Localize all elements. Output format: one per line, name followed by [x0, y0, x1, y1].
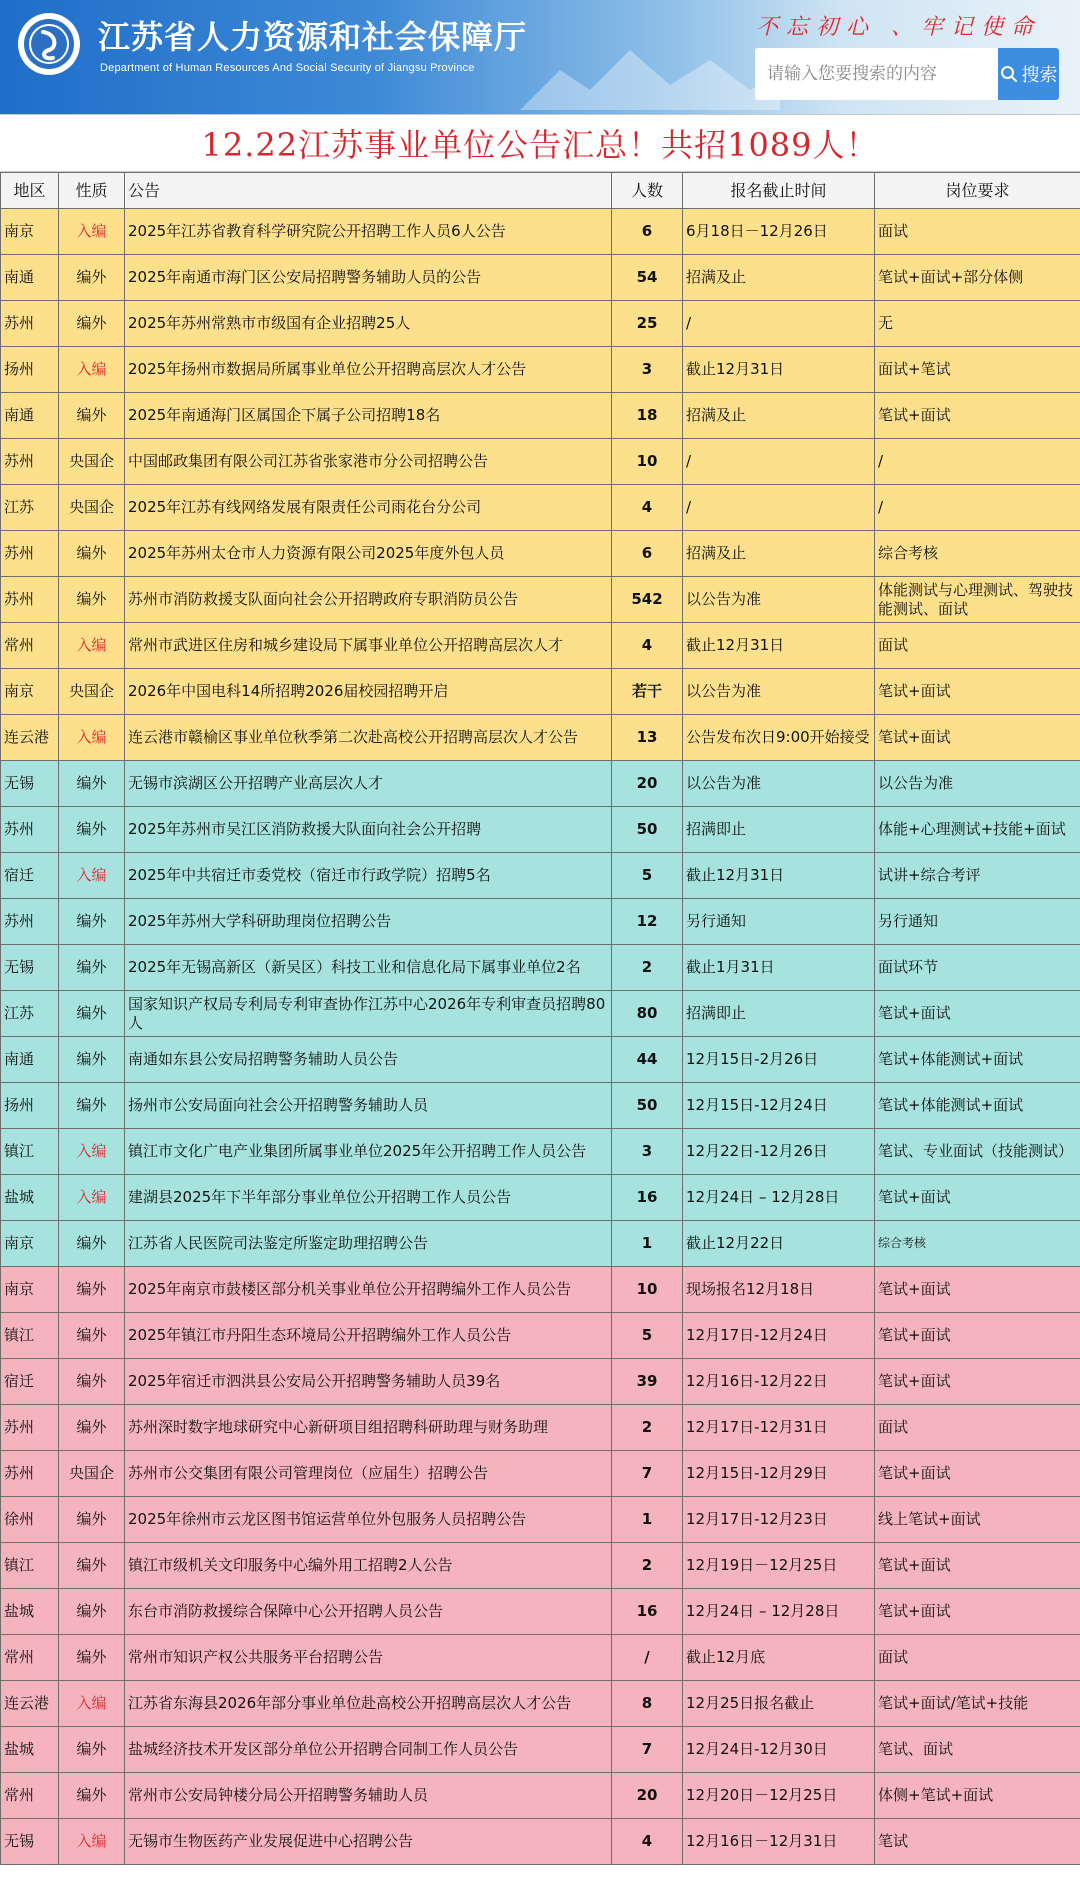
notice-link[interactable]: 镇江市级机关文印服务中心编外用工招聘2人公告: [125, 1543, 612, 1589]
deadline-cell: 12月17日-12月24日: [683, 1313, 875, 1359]
region-cell: 镇江: [1, 1313, 59, 1359]
type-cell: 编外: [59, 761, 125, 807]
type-cell: 编外: [59, 1313, 125, 1359]
deadline-cell: 以公告为准: [683, 761, 875, 807]
table-row: [1, 715, 1080, 761]
table-body: [1, 209, 1080, 1865]
region-cell: 无锡: [1, 761, 59, 807]
requirement-cell: 笔试+面试+部分体侧: [875, 255, 1080, 301]
requirement-cell: 面试: [875, 623, 1080, 669]
table-row: [1, 991, 1080, 1037]
notice-link[interactable]: 2025年南通市海门区公安局招聘警务辅助人员的公告: [125, 255, 612, 301]
count-cell: 1: [612, 1497, 683, 1543]
notice-link[interactable]: 2026年中国电科14所招聘2026届校园招聘开启: [125, 669, 612, 715]
count-cell: 18: [612, 393, 683, 439]
count-cell: 16: [612, 1589, 683, 1635]
notice-link[interactable]: 2025年苏州太仓市人力资源有限公司2025年度外包人员: [125, 531, 612, 577]
deadline-cell: 招满即止: [683, 991, 875, 1037]
count-cell: 16: [612, 1175, 683, 1221]
requirement-cell: /: [875, 485, 1080, 531]
count-cell: 50: [612, 807, 683, 853]
notice-link[interactable]: 中国邮政集团有限公司江苏省张家港市分公司招聘公告: [125, 439, 612, 485]
requirement-cell: 笔试、面试: [875, 1727, 1080, 1773]
count-cell: 2: [612, 1543, 683, 1589]
table-row: [1, 1727, 1080, 1773]
table-header-row: [1, 173, 1080, 209]
type-cell: 央国企: [59, 1451, 125, 1497]
table-row: [1, 209, 1080, 255]
deadline-cell: /: [683, 301, 875, 347]
type-cell: 央国企: [59, 669, 125, 715]
region-cell: 南京: [1, 1267, 59, 1313]
search-button[interactable]: [998, 48, 1059, 100]
deadline-cell: 招满及止: [683, 255, 875, 301]
notice-link[interactable]: 苏州市公交集团有限公司管理岗位（应届生）招聘公告: [125, 1451, 612, 1497]
table-row: [1, 1497, 1080, 1543]
column-header-notice: 公告: [125, 173, 612, 209]
region-cell: 常州: [1, 623, 59, 669]
region-cell: 盐城: [1, 1589, 59, 1635]
notice-link[interactable]: 连云港市赣榆区事业单位秋季第二次赴高校公开招聘高层次人才公告: [125, 715, 612, 761]
count-cell: /: [612, 1635, 683, 1681]
type-cell: 编外: [59, 1405, 125, 1451]
column-header-deadline: 报名截止时间: [683, 173, 875, 209]
notice-link[interactable]: 江苏省东海县2026年部分事业单位赴高校公开招聘高层次人才公告: [125, 1681, 612, 1727]
department-logo[interactable]: [18, 13, 80, 75]
deadline-cell: 公告发布次日9:00开始接受: [683, 715, 875, 761]
requirement-cell: 无: [875, 301, 1080, 347]
region-cell: 镇江: [1, 1129, 59, 1175]
deadline-cell: 12月24日 – 12月28日: [683, 1589, 875, 1635]
region-cell: 苏州: [1, 807, 59, 853]
deadline-cell: 12月15日-12月24日: [683, 1083, 875, 1129]
region-cell: 苏州: [1, 899, 59, 945]
requirement-cell: 笔试+面试: [875, 1313, 1080, 1359]
deadline-cell: 12月15日-12月29日: [683, 1451, 875, 1497]
count-cell: 3: [612, 1129, 683, 1175]
type-cell: 入编: [59, 715, 125, 761]
requirement-cell: 体侧+笔试+面试: [875, 1773, 1080, 1819]
region-cell: 连云港: [1, 715, 59, 761]
region-cell: 宿迁: [1, 1359, 59, 1405]
notice-link[interactable]: 南通如东县公安局招聘警务辅助人员公告: [125, 1037, 612, 1083]
count-cell: 7: [612, 1727, 683, 1773]
notice-link[interactable]: 2025年镇江市丹阳生态环境局公开招聘编外工作人员公告: [125, 1313, 612, 1359]
deadline-cell: 12月19日－12月25日: [683, 1543, 875, 1589]
deadline-cell: 6月18日－12月26日: [683, 209, 875, 255]
notice-link[interactable]: 常州市武进区住房和城乡建设局下属事业单位公开招聘高层次人才: [125, 623, 612, 669]
requirement-cell: 笔试+面试: [875, 1589, 1080, 1635]
notice-link[interactable]: 2025年江苏有线网络发展有限责任公司雨花台分公司: [125, 485, 612, 531]
table-row: [1, 393, 1080, 439]
type-cell: 编外: [59, 1497, 125, 1543]
requirement-cell: 笔试+面试: [875, 1175, 1080, 1221]
count-cell: 1: [612, 1221, 683, 1267]
table-row: [1, 945, 1080, 991]
table-row: [1, 623, 1080, 669]
table-row: [1, 485, 1080, 531]
region-cell: 南京: [1, 1221, 59, 1267]
region-cell: 常州: [1, 1635, 59, 1681]
column-header-requirement: 岗位要求: [875, 173, 1080, 209]
type-cell: 入编: [59, 347, 125, 393]
table-row: [1, 1175, 1080, 1221]
type-cell: 编外: [59, 1083, 125, 1129]
type-cell: 编外: [59, 1543, 125, 1589]
type-cell: 编外: [59, 301, 125, 347]
notice-link[interactable]: 镇江市文化广电产业集团所属事业单位2025年公开招聘工作人员公告: [125, 1129, 612, 1175]
region-cell: 南京: [1, 209, 59, 255]
count-cell: 10: [612, 439, 683, 485]
region-cell: 扬州: [1, 347, 59, 393]
type-cell: 编外: [59, 807, 125, 853]
notice-link[interactable]: 2025年徐州市云龙区图书馆运营单位外包服务人员招聘公告: [125, 1497, 612, 1543]
table-row: [1, 1451, 1080, 1497]
requirement-cell: 笔试+面试: [875, 1543, 1080, 1589]
type-cell: 编外: [59, 945, 125, 991]
region-cell: 盐城: [1, 1175, 59, 1221]
table-row: [1, 1405, 1080, 1451]
region-cell: 江苏: [1, 485, 59, 531]
deadline-cell: 12月24日 – 12月28日: [683, 1175, 875, 1221]
count-cell: 542: [612, 577, 683, 623]
requirement-cell: 另行通知: [875, 899, 1080, 945]
region-cell: 南京: [1, 669, 59, 715]
type-cell: 编外: [59, 255, 125, 301]
landscape-decoration: [520, 20, 780, 110]
table-row: [1, 1221, 1080, 1267]
requirement-cell: 面试: [875, 209, 1080, 255]
deadline-cell: 以公告为准: [683, 669, 875, 715]
deadline-cell: 招满即止: [683, 807, 875, 853]
count-cell: 20: [612, 761, 683, 807]
deadline-cell: 截止12月31日: [683, 853, 875, 899]
notice-link[interactable]: 建湖县2025年下半年部分事业单位公开招聘工作人员公告: [125, 1175, 612, 1221]
table-row: [1, 1037, 1080, 1083]
requirement-cell: 笔试+面试: [875, 393, 1080, 439]
type-cell: 央国企: [59, 439, 125, 485]
requirement-cell: /: [875, 439, 1080, 485]
region-cell: 南通: [1, 255, 59, 301]
region-cell: 苏州: [1, 301, 59, 347]
deadline-cell: 以公告为准: [683, 577, 875, 623]
deadline-cell: 12月24日-12月30日: [683, 1727, 875, 1773]
table-row: [1, 347, 1080, 393]
table-row: [1, 1681, 1080, 1727]
requirement-cell: 笔试+面试: [875, 1451, 1080, 1497]
region-cell: 苏州: [1, 577, 59, 623]
deadline-cell: 截止12月31日: [683, 347, 875, 393]
region-cell: 苏州: [1, 1451, 59, 1497]
region-cell: 徐州: [1, 1497, 59, 1543]
requirement-cell: 综合考核: [875, 1221, 1080, 1267]
count-cell: 10: [612, 1267, 683, 1313]
search-bar: [755, 48, 1059, 100]
notice-link[interactable]: 2025年无锡高新区（新吴区）科技工业和信息化局下属事业单位2名: [125, 945, 612, 991]
requirement-cell: 体能测试与心理测试、驾驶技能测试、面试: [875, 577, 1080, 623]
type-cell: 入编: [59, 1819, 125, 1865]
region-cell: 镇江: [1, 1543, 59, 1589]
notice-link[interactable]: 盐城经济技术开发区部分单位公开招聘合同制工作人员公告: [125, 1727, 612, 1773]
requirement-cell: 笔试+面试: [875, 1359, 1080, 1405]
deadline-cell: 12月16日－12月31日: [683, 1819, 875, 1865]
type-cell: 入编: [59, 1175, 125, 1221]
notice-link[interactable]: 苏州深时数字地球研究中心新研项目组招聘科研助理与财务助理: [125, 1405, 612, 1451]
department-name-cn: 江苏省人力资源和社会保障厅: [98, 18, 528, 56]
notice-link[interactable]: 2025年中共宿迁市委党校（宿迁市行政学院）招聘5名: [125, 853, 612, 899]
requirement-cell: 笔试+面试: [875, 991, 1080, 1037]
notice-link[interactable]: 2025年扬州市数据局所属事业单位公开招聘高层次人才公告: [125, 347, 612, 393]
region-cell: 扬州: [1, 1083, 59, 1129]
table-row: [1, 669, 1080, 715]
type-cell: 入编: [59, 1129, 125, 1175]
count-cell: 2: [612, 1405, 683, 1451]
logo-emblem-icon: [23, 18, 75, 70]
count-cell: 4: [612, 485, 683, 531]
requirement-cell: 笔试+体能测试+面试: [875, 1037, 1080, 1083]
type-cell: 编外: [59, 1037, 125, 1083]
requirement-cell: 线上笔试+面试: [875, 1497, 1080, 1543]
deadline-cell: 12月17日-12月31日: [683, 1405, 875, 1451]
count-cell: 7: [612, 1451, 683, 1497]
notice-link[interactable]: 无锡市滨湖区公开招聘产业高层次人才: [125, 761, 612, 807]
count-cell: 80: [612, 991, 683, 1037]
table-row: [1, 255, 1080, 301]
table-row: [1, 807, 1080, 853]
count-cell: 54: [612, 255, 683, 301]
region-cell: 南通: [1, 1037, 59, 1083]
requirement-cell: 笔试+面试: [875, 715, 1080, 761]
count-cell: 8: [612, 1681, 683, 1727]
region-cell: 苏州: [1, 531, 59, 577]
count-cell: 4: [612, 623, 683, 669]
search-icon: [1000, 65, 1018, 83]
requirement-cell: 面试: [875, 1635, 1080, 1681]
region-cell: 常州: [1, 1773, 59, 1819]
requirement-cell: 面试+笔试: [875, 347, 1080, 393]
notice-link[interactable]: 苏州市消防救援支队面向社会公开招聘政府专职消防员公告: [125, 577, 612, 623]
notice-link[interactable]: 2025年宿迁市泗洪县公安局公开招聘警务辅助人员39名: [125, 1359, 612, 1405]
type-cell: 编外: [59, 577, 125, 623]
type-cell: 入编: [59, 853, 125, 899]
slogan: 不忘初心 、牢记使命: [756, 15, 1041, 40]
region-cell: 盐城: [1, 1727, 59, 1773]
type-cell: 编外: [59, 899, 125, 945]
notice-link[interactable]: 2025年苏州常熟市市级国有企业招聘25人: [125, 301, 612, 347]
requirement-cell: 笔试+面试: [875, 1267, 1080, 1313]
requirement-cell: 笔试+面试: [875, 669, 1080, 715]
requirement-cell: 体能+心理测试+技能+面试: [875, 807, 1080, 853]
deadline-cell: 招满及止: [683, 531, 875, 577]
type-cell: 编外: [59, 1589, 125, 1635]
count-cell: 3: [612, 347, 683, 393]
notice-link[interactable]: 常州市知识产权公共服务平台招聘公告: [125, 1635, 612, 1681]
table-row: [1, 853, 1080, 899]
type-cell: 编外: [59, 1635, 125, 1681]
deadline-cell: 12月20日－12月25日: [683, 1773, 875, 1819]
type-cell: 编外: [59, 393, 125, 439]
deadline-cell: 12月15日-2月26日: [683, 1037, 875, 1083]
requirement-cell: 笔试、专业面试（技能测试）: [875, 1129, 1080, 1175]
table-row: [1, 1773, 1080, 1819]
type-cell: 入编: [59, 623, 125, 669]
type-cell: 编外: [59, 1359, 125, 1405]
count-cell: 50: [612, 1083, 683, 1129]
requirement-cell: 笔试: [875, 1819, 1080, 1865]
count-cell: 13: [612, 715, 683, 761]
type-cell: 编外: [59, 1773, 125, 1819]
search-button-label: 搜索: [1021, 65, 1058, 86]
type-cell: 央国企: [59, 485, 125, 531]
deadline-cell: 12月17日-12月23日: [683, 1497, 875, 1543]
notice-link[interactable]: 2025年苏州大学科研助理岗位招聘公告: [125, 899, 612, 945]
count-cell: 6: [612, 531, 683, 577]
deadline-cell: 截止12月22日: [683, 1221, 875, 1267]
notice-link[interactable]: 东台市消防救援综合保障中心公开招聘人员公告: [125, 1589, 612, 1635]
deadline-cell: 12月16日-12月22日: [683, 1359, 875, 1405]
count-cell: 25: [612, 301, 683, 347]
table-row: [1, 1543, 1080, 1589]
requirement-cell: 笔试+体能测试+面试: [875, 1083, 1080, 1129]
region-cell: 苏州: [1, 439, 59, 485]
requirement-cell: 以公告为准: [875, 761, 1080, 807]
deadline-cell: 另行通知: [683, 899, 875, 945]
notice-link[interactable]: 2025年南京市鼓楼区部分机关事业单位公开招聘编外工作人员公告: [125, 1267, 612, 1313]
region-cell: 无锡: [1, 945, 59, 991]
requirement-cell: 面试: [875, 1405, 1080, 1451]
type-cell: 编外: [59, 531, 125, 577]
deadline-cell: /: [683, 439, 875, 485]
region-cell: 江苏: [1, 991, 59, 1037]
count-cell: 5: [612, 853, 683, 899]
count-cell: 39: [612, 1359, 683, 1405]
table-row: [1, 761, 1080, 807]
type-cell: 编外: [59, 991, 125, 1037]
deadline-cell: 现场报名12月18日: [683, 1267, 875, 1313]
table-row: [1, 1267, 1080, 1313]
notice-link[interactable]: 2025年南通海门区属国企下属子公司招聘18名: [125, 393, 612, 439]
type-cell: 入编: [59, 209, 125, 255]
requirement-cell: 笔试+面试/笔试+技能: [875, 1681, 1080, 1727]
count-cell: 6: [612, 209, 683, 255]
table-row: [1, 1313, 1080, 1359]
table-row: [1, 1819, 1080, 1865]
column-header-region: 地区: [1, 173, 59, 209]
table-row: [1, 1129, 1080, 1175]
page-title: 12.22江苏事业单位公告汇总！共招1089人！: [0, 114, 1080, 172]
search-input[interactable]: [755, 48, 998, 100]
table-row: [1, 301, 1080, 347]
table-row: [1, 577, 1080, 623]
type-cell: 编外: [59, 1727, 125, 1773]
table-row: [1, 1589, 1080, 1635]
notice-link[interactable]: 2025年江苏省教育科学研究院公开招聘工作人员6人公告: [125, 209, 612, 255]
region-cell: 无锡: [1, 1819, 59, 1865]
table-row: [1, 899, 1080, 945]
type-cell: 编外: [59, 1267, 125, 1313]
type-cell: 编外: [59, 1221, 125, 1267]
table-row: [1, 439, 1080, 485]
table-row: [1, 1635, 1080, 1681]
notice-link[interactable]: 扬州市公安局面向社会公开招聘警务辅助人员: [125, 1083, 612, 1129]
deadline-cell: 12月25日报名截止: [683, 1681, 875, 1727]
requirement-cell: 试讲+综合考评: [875, 853, 1080, 899]
count-cell: 44: [612, 1037, 683, 1083]
region-cell: 南通: [1, 393, 59, 439]
department-name-en: Department of Human Resources And Social Security of Jiangsu Province: [100, 62, 475, 74]
deadline-cell: 截止1月31日: [683, 945, 875, 991]
requirement-cell: 面试环节: [875, 945, 1080, 991]
site-header: [0, 0, 1080, 114]
deadline-cell: 12月22日-12月26日: [683, 1129, 875, 1175]
column-header-type: 性质: [59, 173, 125, 209]
notice-link[interactable]: 国家知识产权局专利局专利审查协作江苏中心2026年专利审查员招聘80人: [125, 991, 612, 1037]
deadline-cell: 招满及止: [683, 393, 875, 439]
count-cell: 20: [612, 1773, 683, 1819]
table-row: [1, 1359, 1080, 1405]
requirement-cell: 综合考核: [875, 531, 1080, 577]
region-cell: 苏州: [1, 1405, 59, 1451]
column-header-count: 人数: [612, 173, 683, 209]
table-row: [1, 531, 1080, 577]
count-cell: 12: [612, 899, 683, 945]
notice-link[interactable]: 江苏省人民医院司法鉴定所鉴定助理招聘公告: [125, 1221, 612, 1267]
notice-link[interactable]: 无锡市生物医药产业发展促进中心招聘公告: [125, 1819, 612, 1865]
deadline-cell: /: [683, 485, 875, 531]
notice-link[interactable]: 常州市公安局钟楼分局公开招聘警务辅助人员: [125, 1773, 612, 1819]
deadline-cell: 截止12月底: [683, 1635, 875, 1681]
notice-link[interactable]: 2025年苏州市吴江区消防救援大队面向社会公开招聘: [125, 807, 612, 853]
count-cell: 2: [612, 945, 683, 991]
count-cell: 5: [612, 1313, 683, 1359]
count-cell: 4: [612, 1819, 683, 1865]
region-cell: 宿迁: [1, 853, 59, 899]
table-row: [1, 1083, 1080, 1129]
recruitment-table: [0, 172, 1080, 1865]
region-cell: 连云港: [1, 1681, 59, 1727]
count-cell: 若干: [612, 669, 683, 715]
type-cell: 入编: [59, 1681, 125, 1727]
deadline-cell: 截止12月31日: [683, 623, 875, 669]
